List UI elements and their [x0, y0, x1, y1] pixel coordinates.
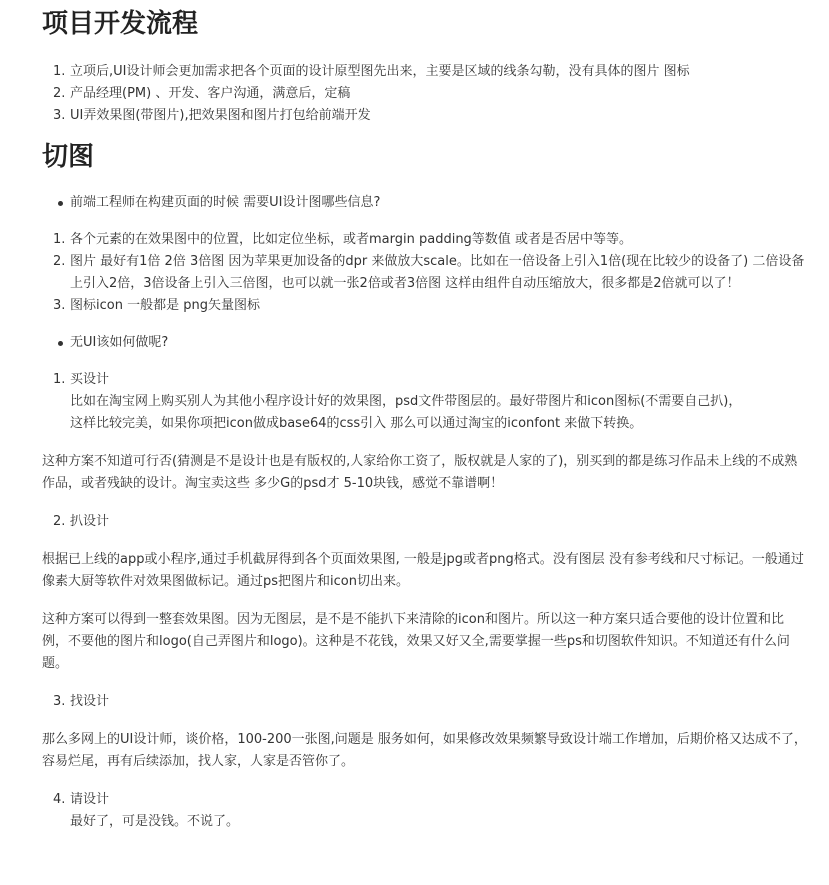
option-buy	[42, 369, 807, 435]
list-item: 1. 买设计 比如在淘宝网上购买别人为其他小程序设计好的效果图，psd文件带图层的。最好带图片和icon图标(不需要自己扒)， 这样比较完美，如果你项把icon做成base64的css引入 那么可以通过淘宝的iconfont 来做下转换。	[42, 369, 807, 435]
list-item: 前端工程师在构建页面的时候 需要UI设计图哪些信息?	[42, 192, 807, 214]
list-item: 1. 立项后,UI设计师会更加需求把各个页面的设计原型图先出来，主要是区域的线条勾勒，没有具体的图片 图标	[53, 64, 690, 79]
paragraph: 那么多网上的UI设计师，谈价格，100-200一张图,问题是 服务如何，如果修改效果频繁导致设计端工作增加，后期价格又达成不了，容易烂尾，再有后续添加，找人家，人家是否管你了。	[42, 732, 807, 769]
option-title: 请设计	[70, 792, 110, 807]
paragraph: 这种方案可以得到一整套效果图。因为无图层，是不是不能扒下来清除的icon和图片。所以这一种方案只适合要他的设计位置和比例，不要他的图片和logo(自己弄图片和logo)。这种是不花钱，效果又好又全,需要掌握一些ps和切图软件知识。不知道还有什么问题。	[42, 612, 790, 671]
list-item: 3. 找设计	[53, 694, 110, 709]
option-scrape	[42, 511, 807, 533]
list-item: 2. 扒设计	[53, 514, 110, 529]
heading-project-process: 项目开发流程	[42, 9, 199, 39]
bullet-list	[42, 192, 807, 214]
bullet-dot	[58, 201, 63, 206]
list-item: 无UI该如何做呢?	[42, 332, 807, 354]
info-items-list	[42, 229, 807, 317]
paragraph: 根据已上线的app或小程序,通过手机截屏得到各个页面效果图, 一般是jpg或者png格式。没有图层 没有参考线和尺寸标记。一般通过像素大厨等软件对效果图做标记。通过ps把图片和icon切出来。	[42, 552, 804, 589]
bullet-dot	[58, 341, 63, 346]
heading-slicing: 切图	[42, 142, 95, 172]
option-hire	[42, 789, 807, 833]
list-item: 3. UI弄效果图(带图片),把效果图和图片打包给前端开发	[53, 108, 371, 123]
list-item: 4. 请设计 最好了，可是没钱。不说了。	[42, 789, 807, 833]
list-item: 3. 图标icon 一般都是 png矢量图标	[53, 298, 260, 313]
option-title: 买设计	[70, 372, 110, 387]
paragraph: 这种方案不知道可行否(猜测是不是设计也是有版权的,人家给你工资了，版权就是人家的了)，别买到的都是练习作品未上线的不成熟作品，或者残缺的设计。淘宝卖这些 多少G的psd才 5-10块钱，感觉不靠谱啊！	[42, 454, 798, 491]
process-steps-list	[42, 61, 807, 127]
option-find	[42, 691, 807, 713]
list-item: 1. 各个元素的在效果图中的位置，比如定位坐标，或者margin padding等数值 或者是否居中等等。	[53, 232, 632, 247]
list-item: 2. 产品经理(PM) 、开发、客户沟通，满意后，定稿	[53, 86, 351, 101]
option-title: 找设计	[70, 694, 110, 709]
list-item: 2. 图片 最好有1倍 2倍 3倍图 因为苹果更加设备的dpr 来做放大scale。比如在一倍设备上引入1倍(现在比较少的设备了) 二倍设备上引入2倍，3倍设备上引入三倍图，也可以就一张2倍或者3倍图 这样由组件自动压缩放大，很多都是2倍就可以了！	[53, 254, 805, 291]
option-title: 扒设计	[70, 514, 110, 529]
bullet-list	[42, 332, 807, 354]
